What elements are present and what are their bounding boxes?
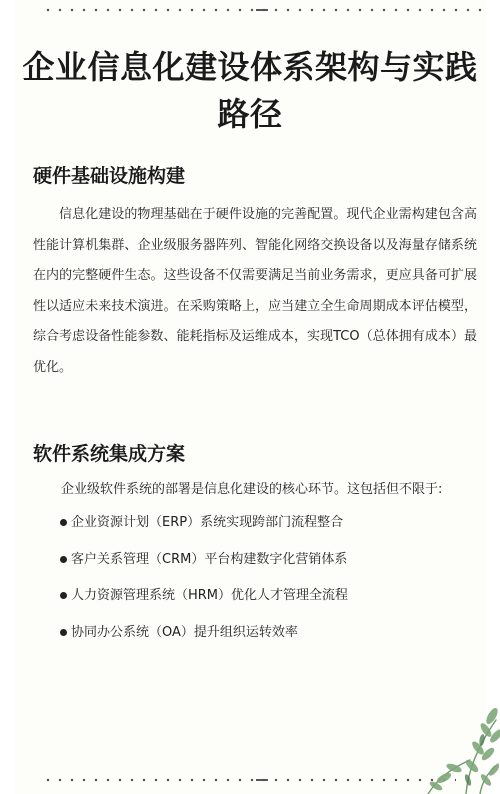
bullet-dot xyxy=(60,519,67,526)
section-heading-software: 软件系统集成方案 xyxy=(33,443,186,465)
bottom-dotted-border xyxy=(42,778,456,782)
bullet-dot xyxy=(60,592,67,599)
bullet-dot xyxy=(60,629,67,636)
list-item xyxy=(14,550,348,587)
software-intro: 企业级软件系统的部署是信息化建设的核心环节。这包括但不限于: xyxy=(61,482,443,497)
list-item-text: 企业资源计划（ERP）系统实现跨部门流程整合 xyxy=(71,515,344,530)
list-item-text: 人力资源管理系统（HRM）优化人才管理全流程 xyxy=(71,588,349,603)
top-center-mark xyxy=(256,9,268,11)
leaf-branch-icon xyxy=(408,690,500,794)
document-page xyxy=(14,0,486,794)
page-title: 企业信息化建设体系架构与实践路径 xyxy=(22,48,478,133)
hardware-paragraph: 信息化建设的物理基础在于硬件设施的完善配置。现代企业需构建包含高性能计算机集群、企业级服务器阵列、智能化网络交换设备以及海量存储系统在内的完整硬件生态。这些设备不仅需要满足当前业务需求，更应具备可扩展性以适应未来技术演进。在采购策略上，应当建立全生命周期成本评估模型，综合考虑设备性能参数、能耗指标及运维成本，实现TCO（总体拥有成本）最优化。 xyxy=(33,207,477,375)
list-item-text: 客户关系管理（CRM）平台构建数字化营销体系 xyxy=(71,551,348,567)
section-heading-hardware: 硬件基础设施构建 xyxy=(33,165,186,187)
list-item-text: 协同办公系统（OA）提升组织运转效率 xyxy=(71,624,298,640)
list-item xyxy=(14,513,348,550)
bullet-dot xyxy=(60,556,67,563)
list-item xyxy=(14,623,348,660)
list-item xyxy=(14,586,348,623)
software-list xyxy=(14,513,348,659)
bottom-center-mark xyxy=(256,779,268,781)
